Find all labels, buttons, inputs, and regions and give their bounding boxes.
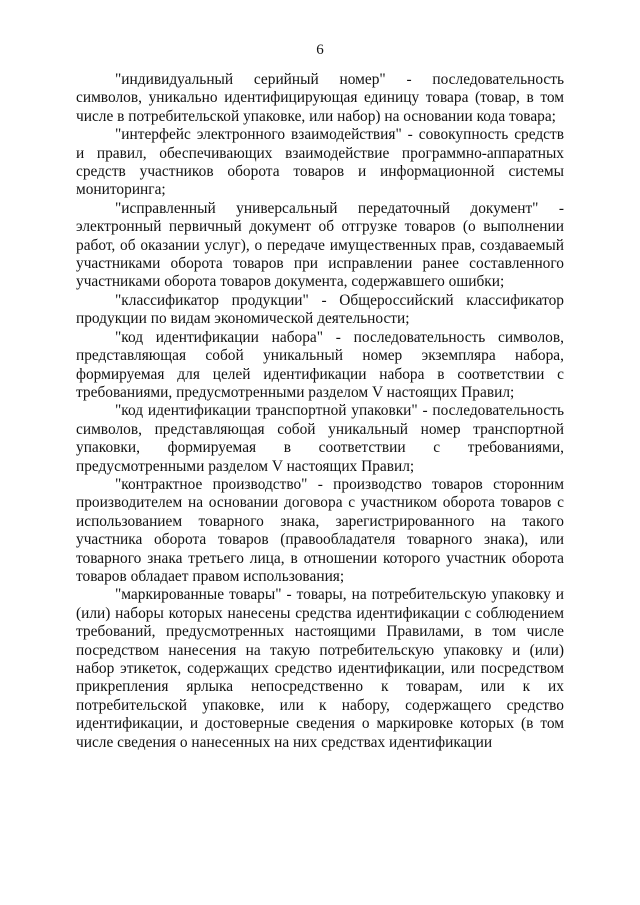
definition-electronic-interaction-interface: "интерфейс электронного взаимодействия" - совокупность средств и правил, обеспечивающих взаимодействие программно-аппаратных средств участников оборота товаров и информационной системы мониторинга; — [76, 126, 564, 199]
definition-transport-package-code: "код идентификации транспортной упаковки" - последовательность символов, представляющая собой уникальный номер транспортной упаковки, формируемая в соответствии с требованиями, предусмотренными разделом V настоящих Правил; — [76, 402, 564, 475]
definition-contract-manufacturing: "контрактное производство" - производство товаров сторонним производителем на основании договора с участником оборота товаров с использованием товарного знака, зарегистрированного на такого участника оборота товаров (правообладателя товарного знака), или товарного знака третьего лица, в отношении которого участник оборота товаров обладает правом использования; — [76, 475, 564, 585]
definition-set-identification-code: "код идентификации набора" - последовательность символов, представляющая собой уникальный номер экземпляра набора, формируемая для целей идентификации набора в соответствии с требованиями, предусмотренными разделом V настоящих Правил; — [76, 328, 564, 401]
definition-individual-serial-number: "индивидуальный серийный номер" - последовательность символов, уникально идентифицирующая единицу товара (товар, в том числе в потребительской упаковке, или набор) на основании кода товара; — [76, 71, 564, 125]
definition-labeled-goods: "маркированные товары" - товары, на потребительскую упаковку и (или) наборы которых нанесены средства идентификации с соблюдением требований, предусмотренных настоящими Правилами, в том числе посредством нанесения на такую потребительскую упаковку и (или) набор этикеток, содержащих средство идентификации, или посредством прикрепления ярлыка непосредственно к товарам, или к их потребительской упаковке, или к набору, содержащего средство идентификации, и достоверные сведения о маркировке которых (в том числе сведения о нанесенных на них средствах идентификации — [76, 586, 564, 751]
definition-corrected-transfer-document: "исправленный универсальный передаточный документ" - электронный первичный документ об отгрузке товаров (о выполнении работ, об оказании услуг), о передаче имущественных прав, создаваемый участниками оборота товаров при исправлении ранее составленного участниками оборота товаров документа, содержавшего ошибки; — [76, 199, 564, 291]
definition-product-classifier: "классификатор продукции" - Общероссийский классификатор продукции по видам экономической деятельности; — [76, 291, 564, 328]
document-body — [76, 71, 564, 752]
page-number: 6 — [316, 42, 324, 58]
